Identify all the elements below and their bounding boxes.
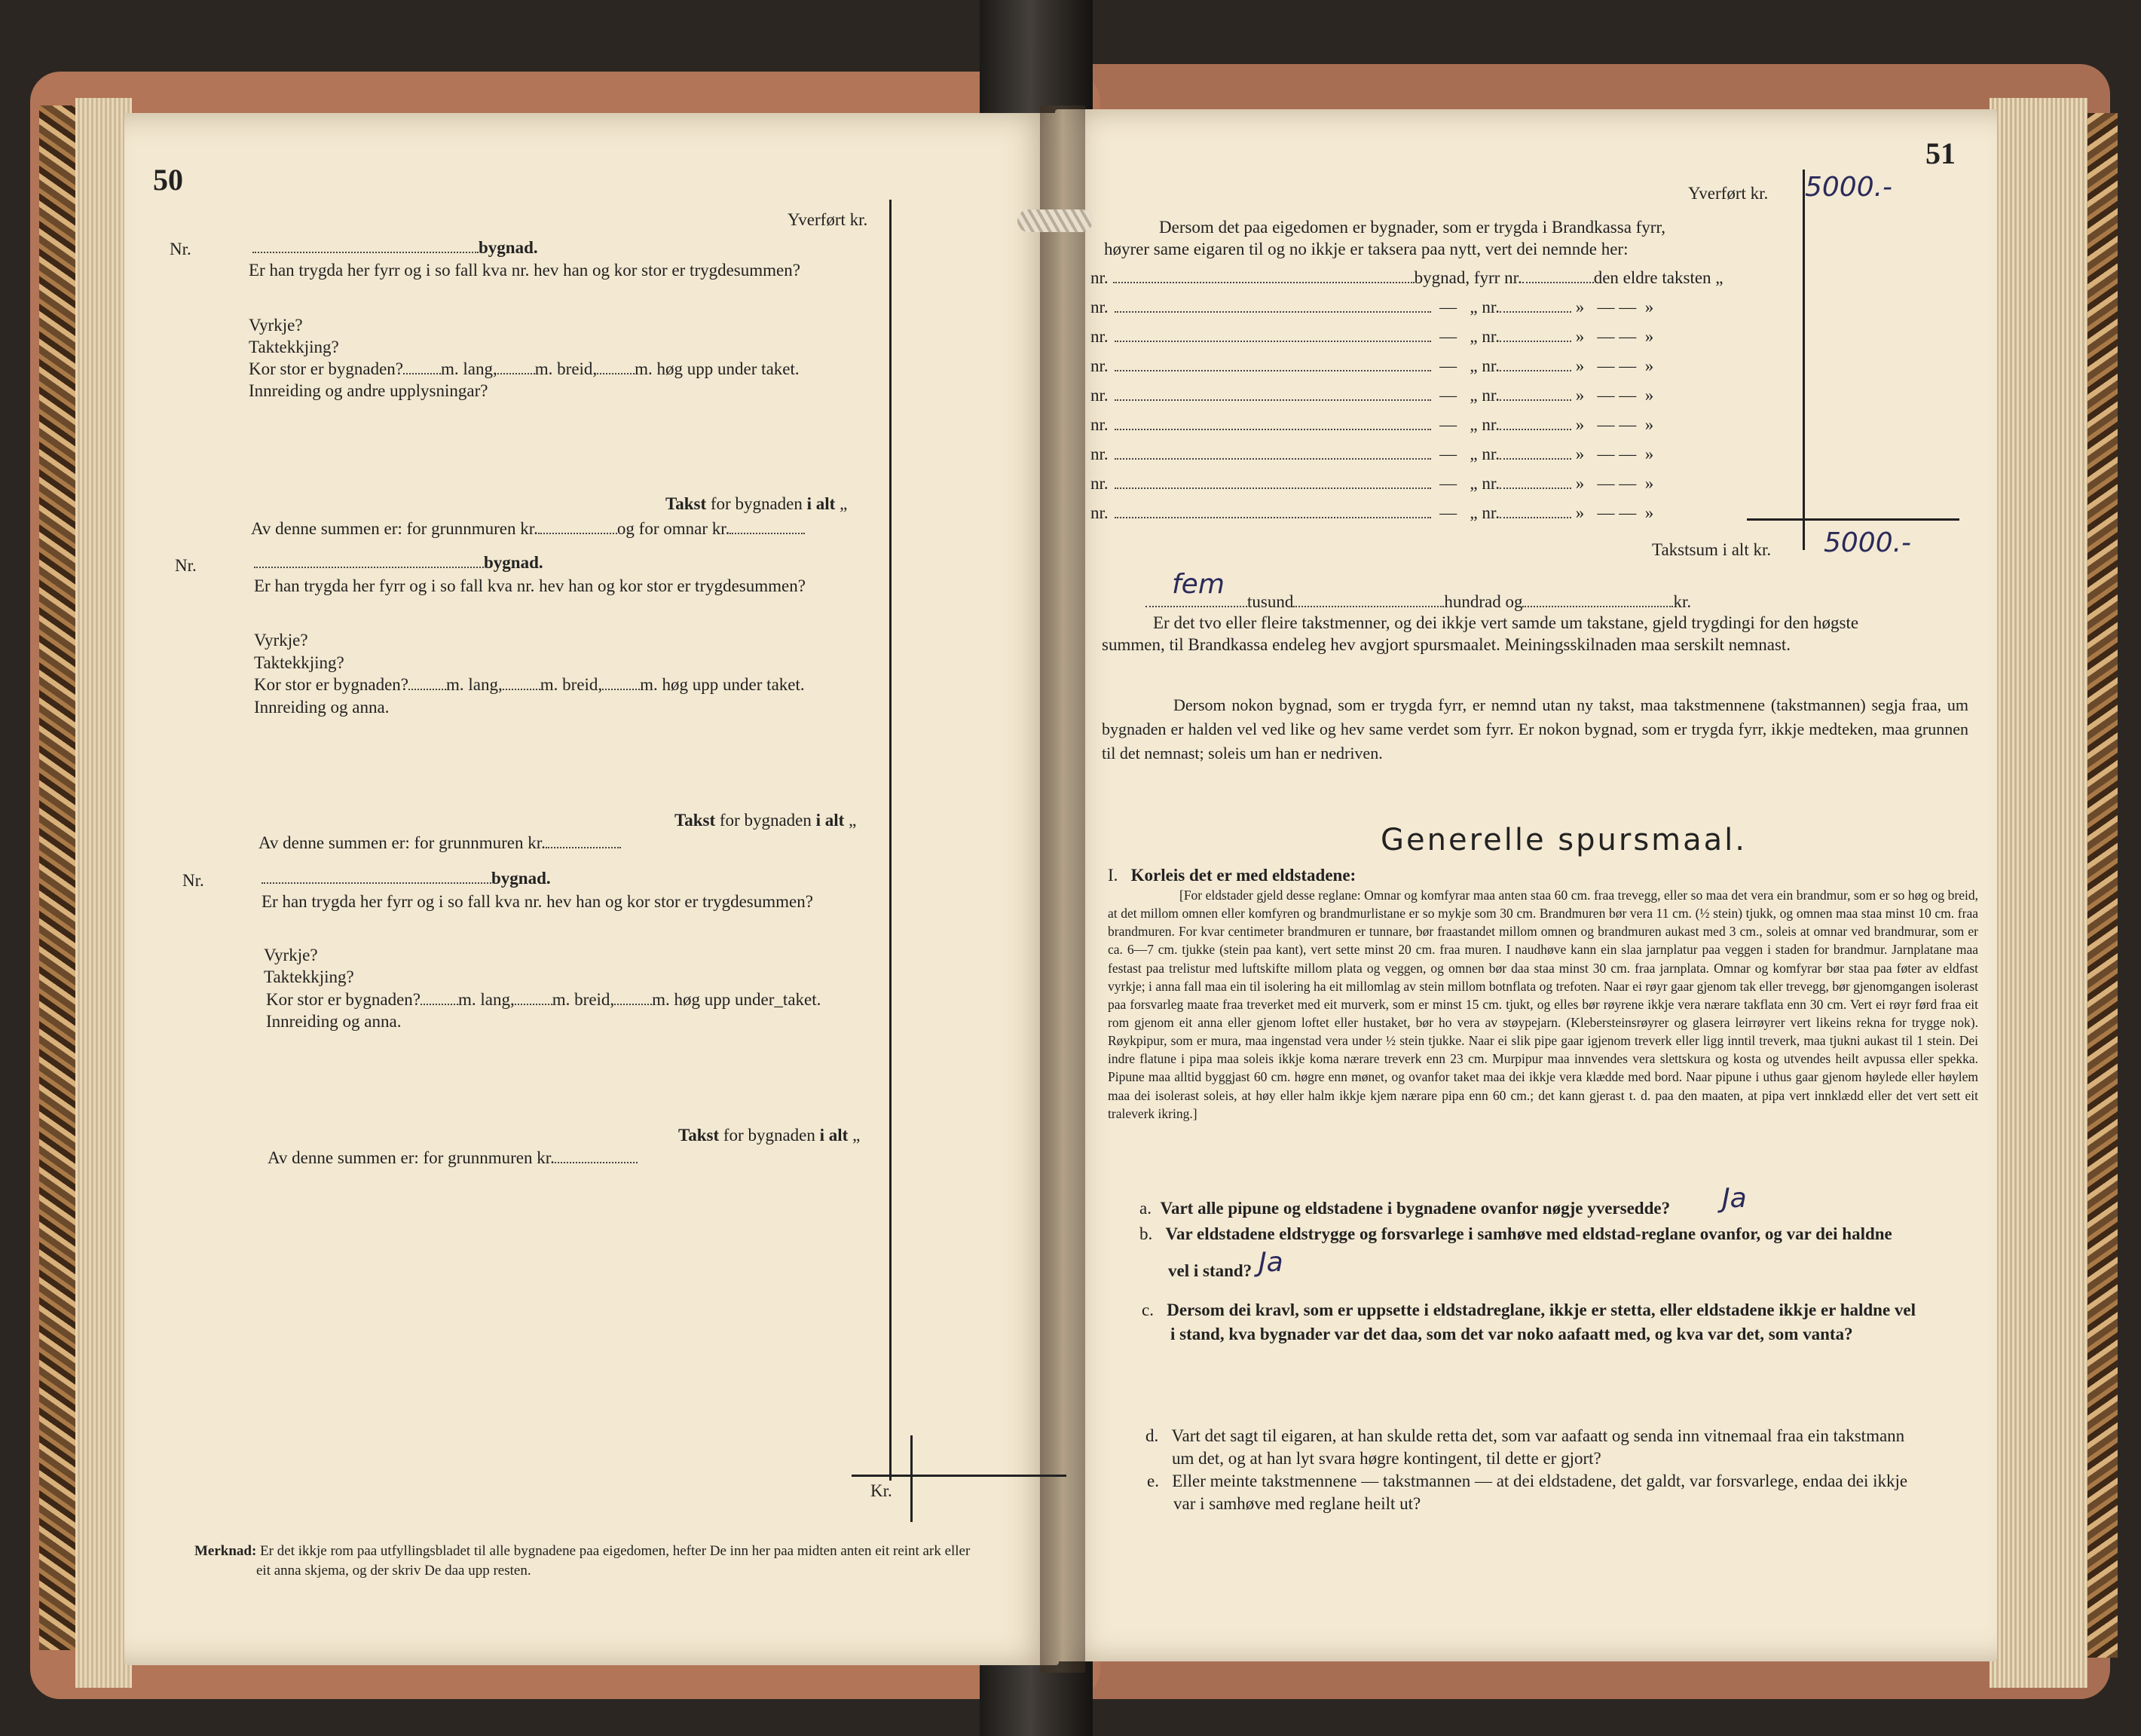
amount-words-handwritten: fem: [1172, 569, 1225, 600]
block2-grunnmur-line: Av denne summen er: for grunnmuren kr.: [258, 833, 621, 854]
question-b-line-2: vel i stand?: [1168, 1261, 1252, 1280]
question-c-line-1: c. Dersom dei kravl, som er uppsette i eldstadreglane, ikkje er stetta, eller eldstadene ikkje er haldne vel: [1142, 1300, 1916, 1319]
prior-row-3: nr. — „ nr. » — — »: [1090, 327, 1654, 346]
prior-row-1: nr. bygnad, fyrr nr. den eldre taksten „: [1090, 268, 1724, 287]
block3-nr-label: Nr.: [182, 871, 204, 890]
total-kr-label: Kr.: [870, 1481, 892, 1500]
block2-innreiding: Innreiding og anna.: [254, 698, 390, 717]
page-number-right: 51: [1925, 136, 1956, 170]
answer-b-handwritten: Ja: [1259, 1247, 1283, 1278]
takstsum-value: 5000.-: [1824, 527, 1912, 558]
block3-taktekkjing: Taktekkjing?: [264, 967, 354, 986]
book-gutter: [1040, 105, 1085, 1673]
amount-words-line: tusund hundrad og kr.: [1145, 591, 1691, 613]
block2-takst-line: Takst for bygnaden i alt „: [674, 811, 857, 830]
paragraph-1-line-2: summen, til Brandkassa endeleg hev avgjort spursmaalet. Meiningsskilnaden maa serskilt nemnast.: [1102, 635, 1791, 654]
merknad-line-2: eit anna skjema, og der skriv De daa upp resten.: [256, 1563, 531, 1579]
question-b-line-1: b. Var eldstadene eldstrygge og forsvarlege i samhøve med eldstad-reglane ovanfor, og var dei haldne: [1139, 1224, 1892, 1243]
question-1-heading: I. Korleis det er med eldstadene:: [1108, 866, 1356, 885]
block2-nr-label: Nr.: [175, 556, 197, 575]
block1-question: Er han trygda her fyrr og i so fall kva nr. hev han og kor stor er trygdesummen?: [249, 261, 800, 280]
prior-row-7: nr. — „ nr. » — — »: [1090, 445, 1654, 463]
intro-line-1: Dersom det paa eigedomen er bygnader, som er trygda i Brandkassa fyrr,: [1159, 218, 1665, 237]
takstsum-label: Takstsum i alt kr.: [1652, 540, 1772, 559]
block1-building-line: [252, 237, 538, 258]
takstsum-line: [1747, 518, 1959, 521]
carried-over-label-right: Yverført kr.: [1688, 184, 1769, 203]
question-e-line-1: e. Eller meinte takstmennene — takstmannen — at dei eldstadene, det galdt, var forsvarlege, endaa dei ikkje: [1147, 1472, 1908, 1490]
prior-row-9: nr. — „ nr. » — — »: [1090, 503, 1654, 522]
block1-bygnad-label: bygnad.: [479, 238, 538, 257]
intro-line-2: høyrer same eigaren til og no ikkje er taksera paa nytt, vert dei nemnde her:: [1104, 240, 1629, 258]
answer-a-handwritten: Ja: [1722, 1183, 1747, 1214]
block3-question: Er han trygda her fyrr og i so fall kva nr. hev han og kor stor er trygdesummen?: [262, 892, 813, 911]
block1-taktekkjing: Taktekkjing?: [249, 338, 339, 356]
paragraph-2: Dersom nokon bygnad, som er trygda fyrr, er nemnd utan ny takst, maa takstmennene (takstmannen) segja fraa, um bygnaden er halden vel ved like og hev same verdet som fyrr. Er nokon bygnad, som er trygda fyrr, ikkje medteken, maa grunnen til det nemnast; soleis um han er nedriven.: [1102, 695, 1968, 763]
page-edges-left: [75, 98, 132, 1688]
page-edges-right: [1990, 98, 2087, 1688]
carried-over-label-left: Yverført kr.: [788, 210, 868, 229]
block2-vyrkje: Vyrkje?: [254, 631, 308, 649]
block3-bygnad-label: bygnad.: [491, 869, 551, 888]
block3-building-line: [262, 868, 551, 889]
paragraph-1-line-1: Er det tvo eller fleire takstmenner, og dei ikkje vert samde um takstane, gjeld trygdingi for den høgste: [1153, 613, 1859, 632]
block3-size-line: Kor stor er bygnaden? m. lang, m. breid, m. høg upp under_taket.: [266, 990, 821, 1009]
block2-bygnad-label: bygnad.: [484, 553, 543, 572]
carried-over-value-right: 5000.-: [1805, 172, 1893, 203]
block2-taktekkjing: Taktekkjing?: [254, 653, 344, 672]
binding-thread: [1017, 209, 1093, 232]
question-d-line-1: d. Vart det sagt til eigaren, at han skulde retta det, som var aafaatt og senda inn vitnemaal fraa ein takstmann: [1145, 1426, 1905, 1445]
total-line: [852, 1475, 1066, 1477]
prior-row-8: nr. — „ nr. » — — »: [1090, 474, 1654, 493]
block1-vyrkje: Vyrkje?: [249, 316, 303, 335]
block1-size-line: Kor stor er bygnaden? m. lang, m. breid, m. høg upp under taket.: [249, 359, 800, 378]
block2-question: Er han trygda her fyrr og i so fall kva nr. hev han og kor stor er trygdesummen?: [254, 576, 806, 595]
block3-takst-line: Takst for bygnaden i alt „: [678, 1126, 861, 1145]
block2-building-line: [254, 552, 543, 573]
block3-innreiding: Innreiding og anna.: [266, 1012, 402, 1031]
prior-row-2: nr. — „ nr. » — — »: [1090, 298, 1654, 316]
section-heading: Generelle spursmaal.: [1381, 823, 1747, 857]
prior-row-5: nr. — „ nr. » — — »: [1090, 386, 1654, 405]
block1-grunnmur-line: Av denne summen er: for grunnmuren kr. og for omnar kr.: [251, 518, 805, 539]
fireplace-regulations: [For eldstader gjeld desse reglane: Omnar og komfyrar maa anten staa 60 cm. fraa trevegg, eller so maa det vera ein brandmur, som er so høg og breid, at det millom omnen eller komfyren og brandmurlistane er so mykje som 30 cm. Brandmuren bør vera 11 cm. (½ stein) tjukk, og omnen maa staa minst 10 cm. fraa brandmuren. For kvar centimeter brandmuren er tunnare, bør fraastandet millom omnen og brandmuren aukast med 3 cm., soleis at omnar ved brandmurar, som er ca. 6—7 cm. tjukke (stein paa kant), vert sette minst 20 cm. fraa muren. I naudhøve kann ein slaa jarnplatur paa veggen i staden for brandmur. Jarnplatane maa festast paa trelistur med luftskifte millom plata og veggen, og omnen bør daa staa minst 30 cm. fraa jarnplata. Omnar og komfyrar bør staa paa føter av eldfast vyrkje; i anna fall maa ein til isolering ha eit millomlag av stein millom botnflata og trefoten. Naar ei røyr gaar gjenom tak eller trevegg, bør gjenomgangen isolerast paa forsvarleg maate fraa treverket med eit murverk, som er minst 15 cm. tjukt, og elles bør røyrene ikkje vera nærare takflata enn 30 cm. Vert ei røyr førd fraa eit rom gjenom eit anna eller gjenom loftet eller hustaket, bør ho vera av støypejarn. (Klebersteinsrøyrer og glasera leirrøyrer vert likeins rekna for trygge nok). Røykpipur, som er mura, maa ingenstad vera under ½ stein tjukke. Naar ei slik pipe gaar igjenom treverk eller ligg inntil treverk, maa tjukni aukast til 1 stein. Dei indre flatune i pipa maa soleis ikkje koma nærare treverk enn 23 cm. Murpipur maa innvendes vera slettskura og kosta og utvendes heilt avpussa eller spekka. Pipune maa alltid byggjast 60 cm. høgre enn mønet, og ovanfor taket maa dei ikkje vera klædde med bord. Naar pipune i uthus gaar gjenom høylede eller høylem maa dei isolerast soleis, at høy eller halm ikkje kjem nærare pipa enn 60 cm.; det kann gjerast t. d. paa den maaten, at pipa vert innklædd eller det vert sett eit traleverk ikring.]: [1108, 888, 1978, 1121]
amount-column-rule-lower: [910, 1435, 913, 1522]
question-e-line-2: var i samhøve med reglane heilt ut?: [1173, 1494, 1421, 1513]
block1-takst-line: Takst for bygnaden i alt „: [665, 494, 848, 513]
merknad-line-1: Merknad: Er det ikkje rom paa utfyllingsbladet til alle bygnadene paa eigedomen, hefter De inn her paa midten anten eit reint ark eller: [194, 1543, 971, 1559]
block3-vyrkje: Vyrkje?: [264, 946, 318, 964]
question-d-line-2: um det, og at han lyt svara høgre kontingent, til dette er gjort?: [1172, 1449, 1601, 1468]
prior-row-4: nr. — „ nr. » — — »: [1090, 356, 1654, 375]
prior-row-6: nr. — „ nr. » — — »: [1090, 415, 1654, 434]
block3-grunnmur-line: Av denne summen er: for grunnmuren kr.: [268, 1148, 638, 1169]
question-a: a. Vart alle pipune og eldstadene i bygnadene ovanfor nøgje yversedde?: [1139, 1199, 1671, 1218]
amount-column-rule-right: [1803, 170, 1805, 550]
amount-column-rule: [889, 200, 892, 1481]
page-number-left: 50: [153, 163, 183, 197]
block1-nr-label: Nr.: [170, 240, 191, 258]
question-c-line-2: i stand, kva bygnader var det daa, som det var noko aafaatt med, og kva var det, som vanta?: [1170, 1325, 1853, 1343]
block2-size-line: Kor stor er bygnaden? m. lang, m. breid, m. høg upp under taket.: [254, 675, 805, 694]
block1-innreiding: Innreiding og andre upplysningar?: [249, 381, 488, 400]
